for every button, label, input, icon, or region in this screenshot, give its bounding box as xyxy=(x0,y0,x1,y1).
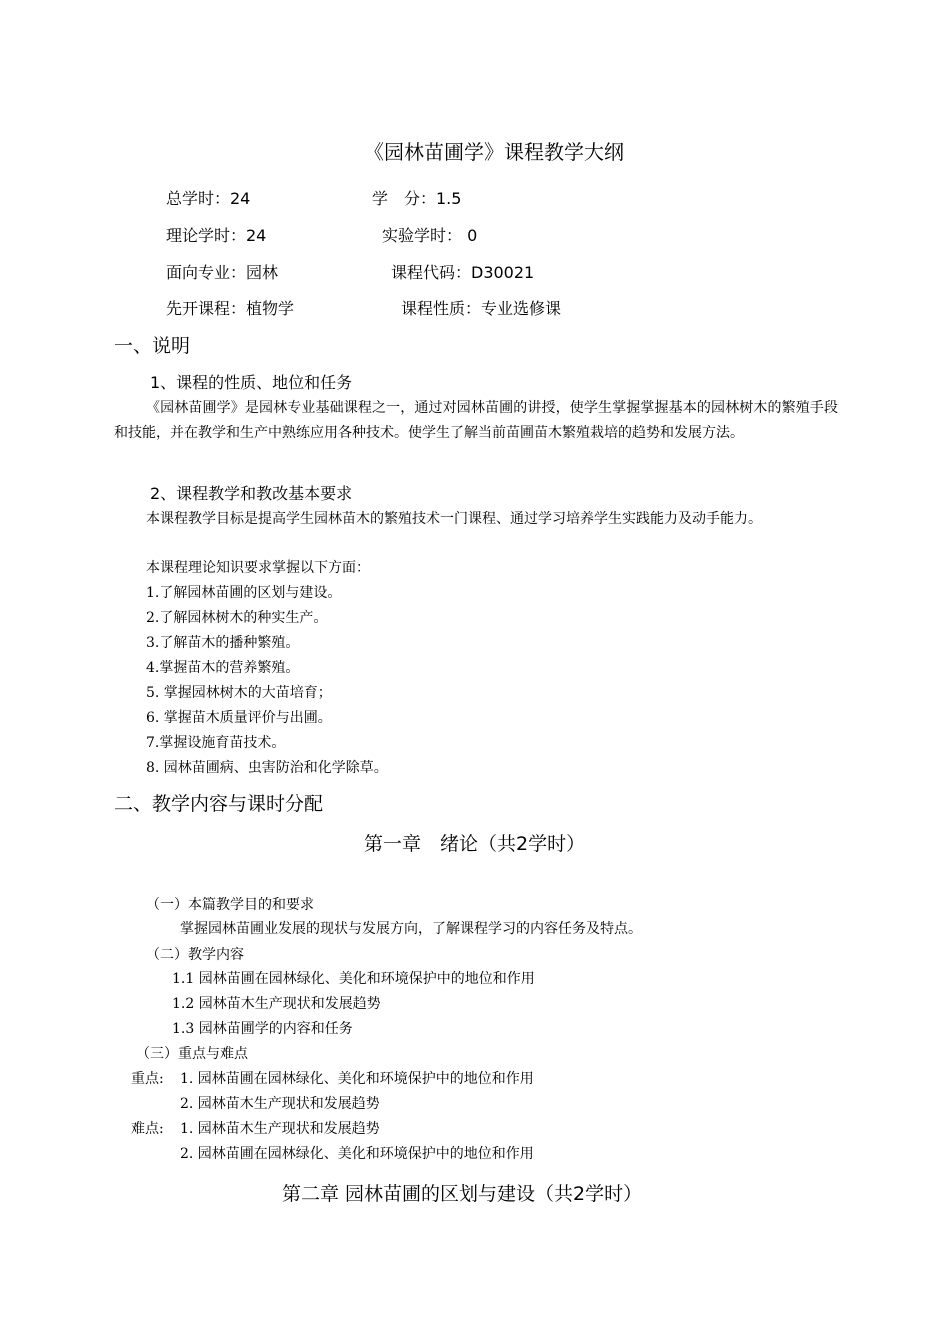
list-item: 7.掌握设施育苗技术。 xyxy=(146,735,286,751)
content-item: 1.1 园林苗圃在园林绿化、美化和环境保护中的地位和作用 xyxy=(172,971,535,987)
paragraph-nature: 《园林苗圃学》是园林专业基础课程之一，通过对园林苗圃的讲授，使学生掌握掌握基本的园林树木的繁殖手段和技能，并在教学和生产中熟练应用各种技术。使学生了解当前苗圃苗木繁殖栽培的趋势和发展方法。 xyxy=(114,400,838,441)
list-item: 6. 掌握苗木质量评价与出圃。 xyxy=(146,710,332,726)
major: 面向专业：园林 xyxy=(166,263,279,282)
requirements-intro: 本课程理论知识要求掌握以下方面： xyxy=(146,560,370,576)
paragraph-requirements: 本课程教学目标是提高学生园林苗木的繁殖技术一门课程、通过学习培养学生实践能力及动手能力。 xyxy=(146,511,762,527)
key-difficult-heading: （三）重点与难点 xyxy=(136,1046,248,1062)
total-hours: 总学时：24 xyxy=(166,189,251,208)
lab-hours: 实验学时： 0 xyxy=(382,226,478,245)
document-title: 《园林苗圃学》课程教学大纲 xyxy=(364,140,624,164)
list-item: 2.了解园林树木的种实生产。 xyxy=(146,610,328,626)
course-code: 课程代码：D30021 xyxy=(391,263,535,282)
difficult-point-item: 2. 园林苗圃在园林绿化、美化和环境保护中的地位和作用 xyxy=(180,1146,534,1162)
key-point-item: 2. 园林苗木生产现状和发展趋势 xyxy=(180,1096,380,1112)
key-point-item: 1. 园林苗圃在园林绿化、美化和环境保护中的地位和作用 xyxy=(180,1071,534,1087)
subsection-heading-nature: 1、课程的性质、地位和任务 xyxy=(150,373,353,392)
theory-hours: 理论学时：24 xyxy=(166,226,267,245)
section-heading-content: 二、教学内容与课时分配 xyxy=(114,793,324,815)
course-type: 课程性质：专业选修课 xyxy=(401,299,562,318)
chapter-2-title: 第二章 园林苗圃的区划与建设（共2学时） xyxy=(282,1183,643,1205)
key-points-label: 重点: xyxy=(131,1071,164,1087)
list-item: 3.了解苗木的播种繁殖。 xyxy=(146,635,300,651)
content-heading: （二）教学内容 xyxy=(146,947,244,963)
prerequisite: 先开课程：植物学 xyxy=(166,299,295,318)
list-item: 8. 园林苗圃病、虫害防治和化学除草。 xyxy=(146,760,388,776)
list-item: 5. 掌握园林树木的大苗培育； xyxy=(146,685,332,701)
goal-text: 掌握园林苗圃业发展的现状与发展方向，了解课程学习的内容任务及特点。 xyxy=(180,921,642,937)
difficult-points-label: 难点: xyxy=(131,1121,164,1137)
chapter-1-title: 第一章 绪论（共2学时） xyxy=(364,833,586,855)
goal-heading: （一）本篇教学目的和要求 xyxy=(146,897,314,913)
list-item: 4.掌握苗木的营养繁殖。 xyxy=(146,660,300,676)
content-item: 1.2 园林苗木生产现状和发展趋势 xyxy=(172,996,381,1012)
content-item: 1.3 园林苗圃学的内容和任务 xyxy=(172,1021,353,1037)
subsection-heading-requirements: 2、课程教学和教改基本要求 xyxy=(150,484,353,503)
list-item: 1.了解园林苗圃的区划与建设。 xyxy=(146,585,342,601)
difficult-point-item: 1. 园林苗木生产现状和发展趋势 xyxy=(180,1121,380,1137)
credits: 学 分：1.5 xyxy=(372,189,462,208)
section-heading-explanation: 一、说明 xyxy=(114,335,191,357)
